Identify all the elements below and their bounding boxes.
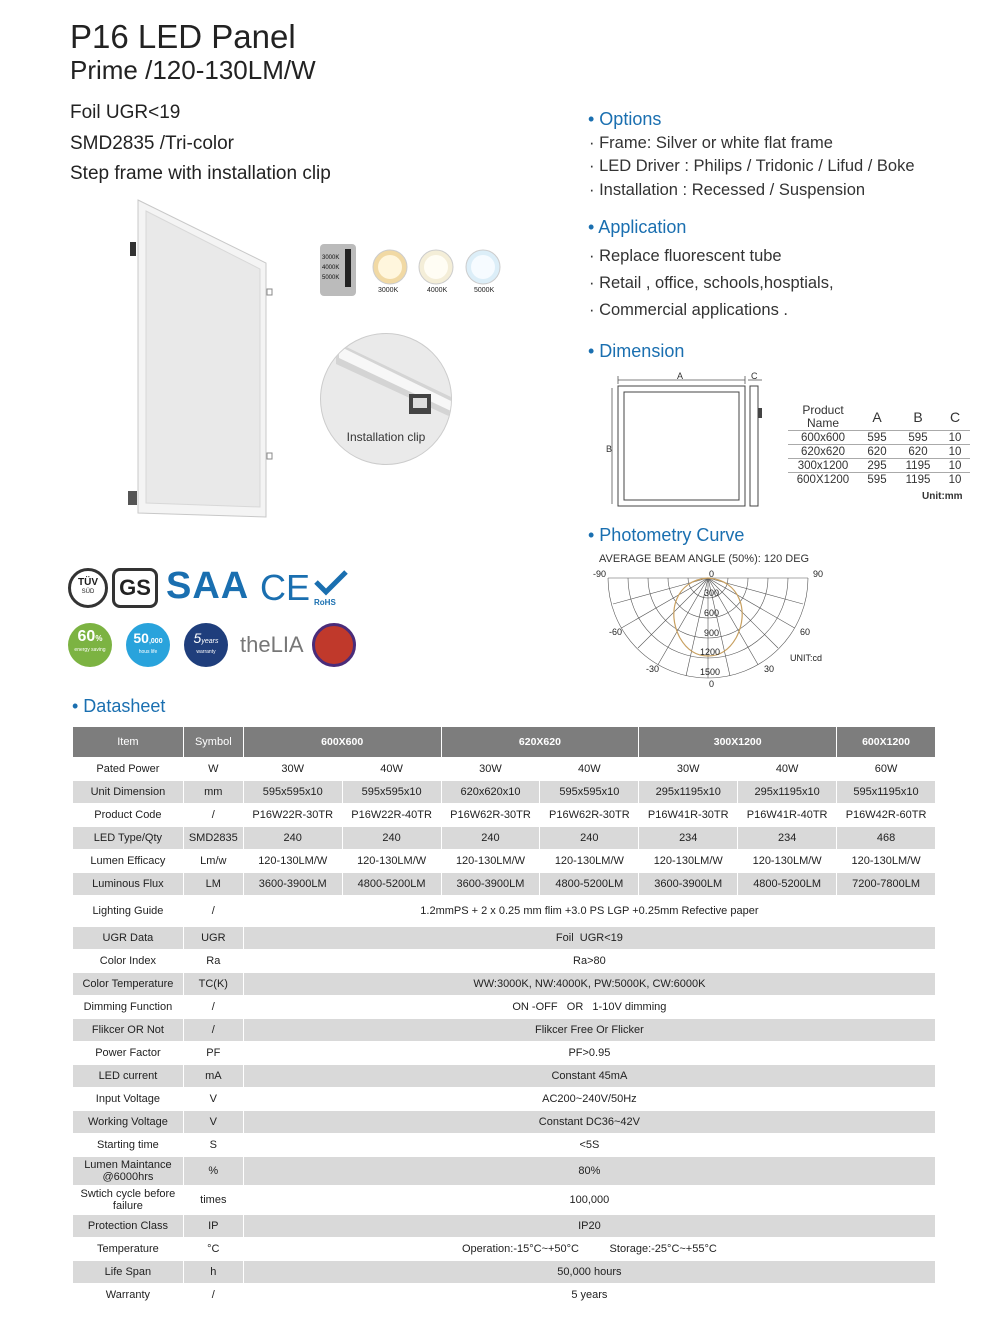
row-value: 4800-5200LM — [540, 873, 639, 896]
row-item: Pated Power — [73, 758, 184, 781]
installation-clip-label: Installation clip — [346, 430, 426, 444]
row-value: 1.2mmPS + 2 x 0.25 mm flim +3.0 PS LGP +0.25mm Refective paper — [243, 896, 935, 927]
option-item: · Installation : Recessed / Suspension — [589, 181, 866, 199]
dimension-heading: • Dimension — [588, 341, 685, 361]
energy-saving-badge: 60% energy saving — [68, 623, 112, 667]
row-value: 100,000 — [243, 1186, 935, 1215]
row-symbol: mm — [183, 781, 243, 804]
option-item: · Frame: Silver or white flat frame — [589, 134, 833, 152]
row-value: 595x595x10 — [243, 781, 342, 804]
photometry-unit: UNIT:cd — [790, 653, 823, 663]
row-item: Lighting Guide — [73, 896, 184, 927]
row-value: 595x595x10 — [540, 781, 639, 804]
row-item: Protection Class — [73, 1215, 184, 1238]
row-value: 4800-5200LM — [342, 873, 441, 896]
row-value: 3600-3900LM — [441, 873, 540, 896]
row-item: Unit Dimension — [73, 781, 184, 804]
angle-label: 30 — [764, 664, 775, 674]
row-value: P16W22R-30TR — [243, 804, 342, 827]
row-value: 4800-5200LM — [738, 873, 837, 896]
dim-row: 620x620 620 620 10 — [788, 445, 970, 459]
row-item: Luminous Flux — [73, 873, 184, 896]
row-item: Working Voltage — [73, 1111, 184, 1134]
feature-3: Step frame with installation clip — [70, 163, 331, 184]
ce-logo: CE — [260, 567, 311, 608]
row-value: 3600-3900LM — [243, 873, 342, 896]
table-row — [73, 1065, 936, 1088]
angle-label: 0 — [709, 569, 715, 579]
row-symbol: °C — [183, 1238, 243, 1261]
row-value: 620x620x10 — [441, 781, 540, 804]
radial-label: 900 — [704, 628, 720, 638]
row-value: 595x1195x10 — [837, 781, 936, 804]
row-value: 50,000 hours — [243, 1261, 935, 1284]
row-value: 7200-7800LM — [837, 873, 936, 896]
dimension-b-label: B — [606, 444, 613, 454]
row-value: Operation:-15°C~+50°C Storage:-25°C~+55°C — [243, 1238, 935, 1261]
angle-label: -30 — [646, 664, 660, 674]
row-symbol: V — [183, 1111, 243, 1134]
row-symbol: LM — [183, 873, 243, 896]
beam-angle-text: AVERAGE BEAM ANGLE (50%): 120 DEG — [599, 553, 810, 565]
feature-2: SMD2835 /Tri-color — [70, 133, 235, 154]
row-item: Swtich cycle before failure — [73, 1186, 184, 1215]
row-item: Power Factor — [73, 1042, 184, 1065]
row-value: P16W62R-30TR — [441, 804, 540, 827]
table-row — [73, 1157, 936, 1186]
row-value: 295x1195x10 — [738, 781, 837, 804]
col-600x1200: 600X1200 — [837, 727, 936, 758]
row-value: 60W — [837, 758, 936, 781]
table-row — [73, 1238, 936, 1261]
feature-1: Foil UGR<19 — [70, 102, 181, 123]
row-value: 240 — [540, 827, 639, 850]
row-symbol: h — [183, 1261, 243, 1284]
row-value: 120-130LM/W — [243, 850, 342, 873]
angle-label: -90 — [593, 569, 607, 579]
row-value: 40W — [738, 758, 837, 781]
cct-label-3000k: 3000K — [378, 287, 399, 294]
row-value: 234 — [639, 827, 738, 850]
row-value: 5 years — [243, 1284, 935, 1307]
table-row — [73, 1111, 936, 1134]
row-value: P16W62R-30TR — [540, 804, 639, 827]
row-item: Lumen Maintance @6000hrs — [73, 1157, 184, 1186]
row-symbol: IP — [183, 1215, 243, 1238]
lia-logo: theLIA — [240, 632, 304, 657]
row-value: 240 — [342, 827, 441, 850]
radial-label: 1500 — [700, 667, 721, 677]
datasheet-heading: • Datasheet — [72, 696, 166, 716]
row-item: Life Span — [73, 1261, 184, 1284]
row-value: IP20 — [243, 1215, 935, 1238]
row-symbol: / — [183, 1284, 243, 1307]
row-value: P16W41R-30TR — [639, 804, 738, 827]
angle-label: 90 — [813, 569, 824, 579]
dim-col-b: B — [913, 409, 923, 425]
dimension-c-label: C — [751, 371, 758, 381]
cct-swatches — [318, 243, 518, 303]
cct-label-4000k: 4000K — [427, 287, 448, 294]
row-value: 120-130LM/W — [540, 850, 639, 873]
row-item: UGR Data — [73, 927, 184, 950]
dimension-drawing — [600, 368, 775, 513]
row-value: Flikcer Free Or Flicker — [243, 1019, 935, 1042]
led-panel-image — [128, 195, 276, 525]
installation-clip-image — [320, 333, 452, 465]
row-symbol: / — [183, 1019, 243, 1042]
dim-row: 300x1200 295 1195 10 — [788, 459, 970, 473]
row-item: Lumen Efficacy — [73, 850, 184, 873]
row-item: LED Type/Qty — [73, 827, 184, 850]
radial-label: 1200 — [700, 647, 721, 657]
col-600x600: 600X600 — [243, 727, 441, 758]
dimension-a-label: A — [677, 371, 684, 381]
table-row — [73, 804, 936, 827]
table-row — [73, 1284, 936, 1307]
row-symbol: W — [183, 758, 243, 781]
datasheet-table — [72, 726, 936, 1307]
angle-label: 60 — [800, 627, 811, 637]
row-value: 595x595x10 — [342, 781, 441, 804]
row-symbol: Ra — [183, 950, 243, 973]
dim-row: 600x600 595 595 10 — [788, 431, 970, 445]
life-hours-badge: 50,000 hous life — [126, 623, 170, 667]
application-item: · Commercial applications . — [589, 301, 788, 319]
row-value: <5S — [243, 1134, 935, 1157]
row-symbol: SMD2835 — [183, 827, 243, 850]
row-symbol: times — [183, 1186, 243, 1215]
angle-label: -60 — [609, 627, 623, 637]
rohs-label: RoHS — [314, 598, 336, 607]
row-item: Temperature — [73, 1238, 184, 1261]
row-value: 30W — [441, 758, 540, 781]
row-value: 120-130LM/W — [342, 850, 441, 873]
table-row — [73, 996, 936, 1019]
col-item: Item — [73, 727, 184, 758]
row-value: 234 — [738, 827, 837, 850]
table-row — [73, 1019, 936, 1042]
row-item: Color Temperature — [73, 973, 184, 996]
table-row — [73, 827, 936, 850]
row-item: Color Index — [73, 950, 184, 973]
gs-logo: GS — [112, 568, 158, 608]
row-value: 30W — [639, 758, 738, 781]
row-item: Input Voltage — [73, 1088, 184, 1111]
dimension-table — [788, 404, 970, 487]
application-item: · Retail , office, schools,hosptials, — [589, 274, 834, 292]
row-value: 120-130LM/W — [738, 850, 837, 873]
dim-col-product: Product Name — [802, 403, 844, 430]
table-row — [73, 950, 936, 973]
row-value: 40W — [540, 758, 639, 781]
table-row — [73, 1215, 936, 1238]
table-row — [73, 973, 936, 996]
options-heading: • Options — [588, 109, 662, 129]
row-value: 3600-3900LM — [639, 873, 738, 896]
dimension-unit: Unit:mm — [922, 491, 963, 502]
row-symbol: % — [183, 1157, 243, 1186]
dim-col-c: C — [949, 409, 961, 425]
row-symbol: S — [183, 1134, 243, 1157]
application-item: · Replace fluorescent tube — [589, 247, 782, 265]
cct-label-5000k: 5000K — [474, 287, 495, 294]
row-value: Constant DC36~42V — [243, 1111, 935, 1134]
row-value: P16W22R-40TR — [342, 804, 441, 827]
row-symbol: TC(K) — [183, 973, 243, 996]
table-row — [73, 850, 936, 873]
table-row — [73, 1134, 936, 1157]
row-item: LED current — [73, 1065, 184, 1088]
seal-logo — [312, 623, 356, 667]
table-row — [73, 1088, 936, 1111]
row-value: WW:3000K, NW:4000K, PW:5000K, CW:6000K — [243, 973, 935, 996]
row-value: 468 — [837, 827, 936, 850]
row-symbol: / — [183, 804, 243, 827]
saa-logo: SAA — [166, 565, 250, 607]
dim-row: 600X1200 595 1195 10 — [788, 473, 970, 487]
row-symbol: / — [183, 896, 243, 927]
row-item: Starting time — [73, 1134, 184, 1157]
product-subtitle: Prime /120-130LM/W — [70, 55, 316, 85]
rohs-check-icon — [314, 570, 348, 596]
row-value: P16W42R-60TR — [837, 804, 936, 827]
table-row — [73, 1042, 936, 1065]
row-item: Product Code — [73, 804, 184, 827]
row-value: Ra>80 — [243, 950, 935, 973]
radial-label: 300 — [704, 588, 720, 598]
dim-col-a: A — [872, 409, 882, 425]
row-symbol: mA — [183, 1065, 243, 1088]
row-item: Dimming Function — [73, 996, 184, 1019]
row-item: Flikcer OR Not — [73, 1019, 184, 1042]
row-value: ON -OFF OR 1-10V dimming — [243, 996, 935, 1019]
col-symbol: Symbol — [183, 727, 243, 758]
row-value: PF>0.95 — [243, 1042, 935, 1065]
cct-switch-labels: 3000K 4000K 5000K — [322, 255, 340, 281]
radial-label: 600 — [704, 608, 720, 618]
row-value: 120-130LM/W — [441, 850, 540, 873]
datasheet-header-row — [73, 727, 936, 758]
table-row — [73, 1261, 936, 1284]
col-300x1200: 300X1200 — [639, 727, 837, 758]
product-title: P16 LED Panel — [70, 18, 296, 55]
table-row — [73, 781, 936, 804]
row-value: 240 — [243, 827, 342, 850]
row-value: 120-130LM/W — [639, 850, 738, 873]
table-row — [73, 1186, 936, 1215]
row-symbol: / — [183, 996, 243, 1019]
table-row — [73, 873, 936, 896]
table-row — [73, 896, 936, 927]
row-symbol: Lm/w — [183, 850, 243, 873]
row-value: Foil UGR<19 — [243, 927, 935, 950]
row-symbol: V — [183, 1088, 243, 1111]
row-value: 120-130LM/W — [837, 850, 936, 873]
row-value: 240 — [441, 827, 540, 850]
row-value: AC200~240V/50Hz — [243, 1088, 935, 1111]
col-620x620: 620X620 — [441, 727, 639, 758]
table-row — [73, 758, 936, 781]
row-value: 80% — [243, 1157, 935, 1186]
row-value: 30W — [243, 758, 342, 781]
row-value: Constant 45mA — [243, 1065, 935, 1088]
row-value: P16W41R-40TR — [738, 804, 837, 827]
application-heading: • Application — [588, 217, 687, 237]
row-symbol: PF — [183, 1042, 243, 1065]
row-value: 40W — [342, 758, 441, 781]
option-item: · LED Driver : Philips / Tridonic / Lifud / Boke — [589, 157, 915, 175]
table-row — [73, 927, 936, 950]
photometry-heading: • Photometry Curve — [588, 525, 745, 545]
row-item: Warranty — [73, 1284, 184, 1307]
row-value: 295x1195x10 — [639, 781, 738, 804]
tuv-logo: TÜV SÜD — [68, 568, 108, 608]
angle-label: 0 — [709, 679, 715, 689]
warranty-badge: 5years warranty — [184, 623, 228, 667]
row-symbol: UGR — [183, 927, 243, 950]
